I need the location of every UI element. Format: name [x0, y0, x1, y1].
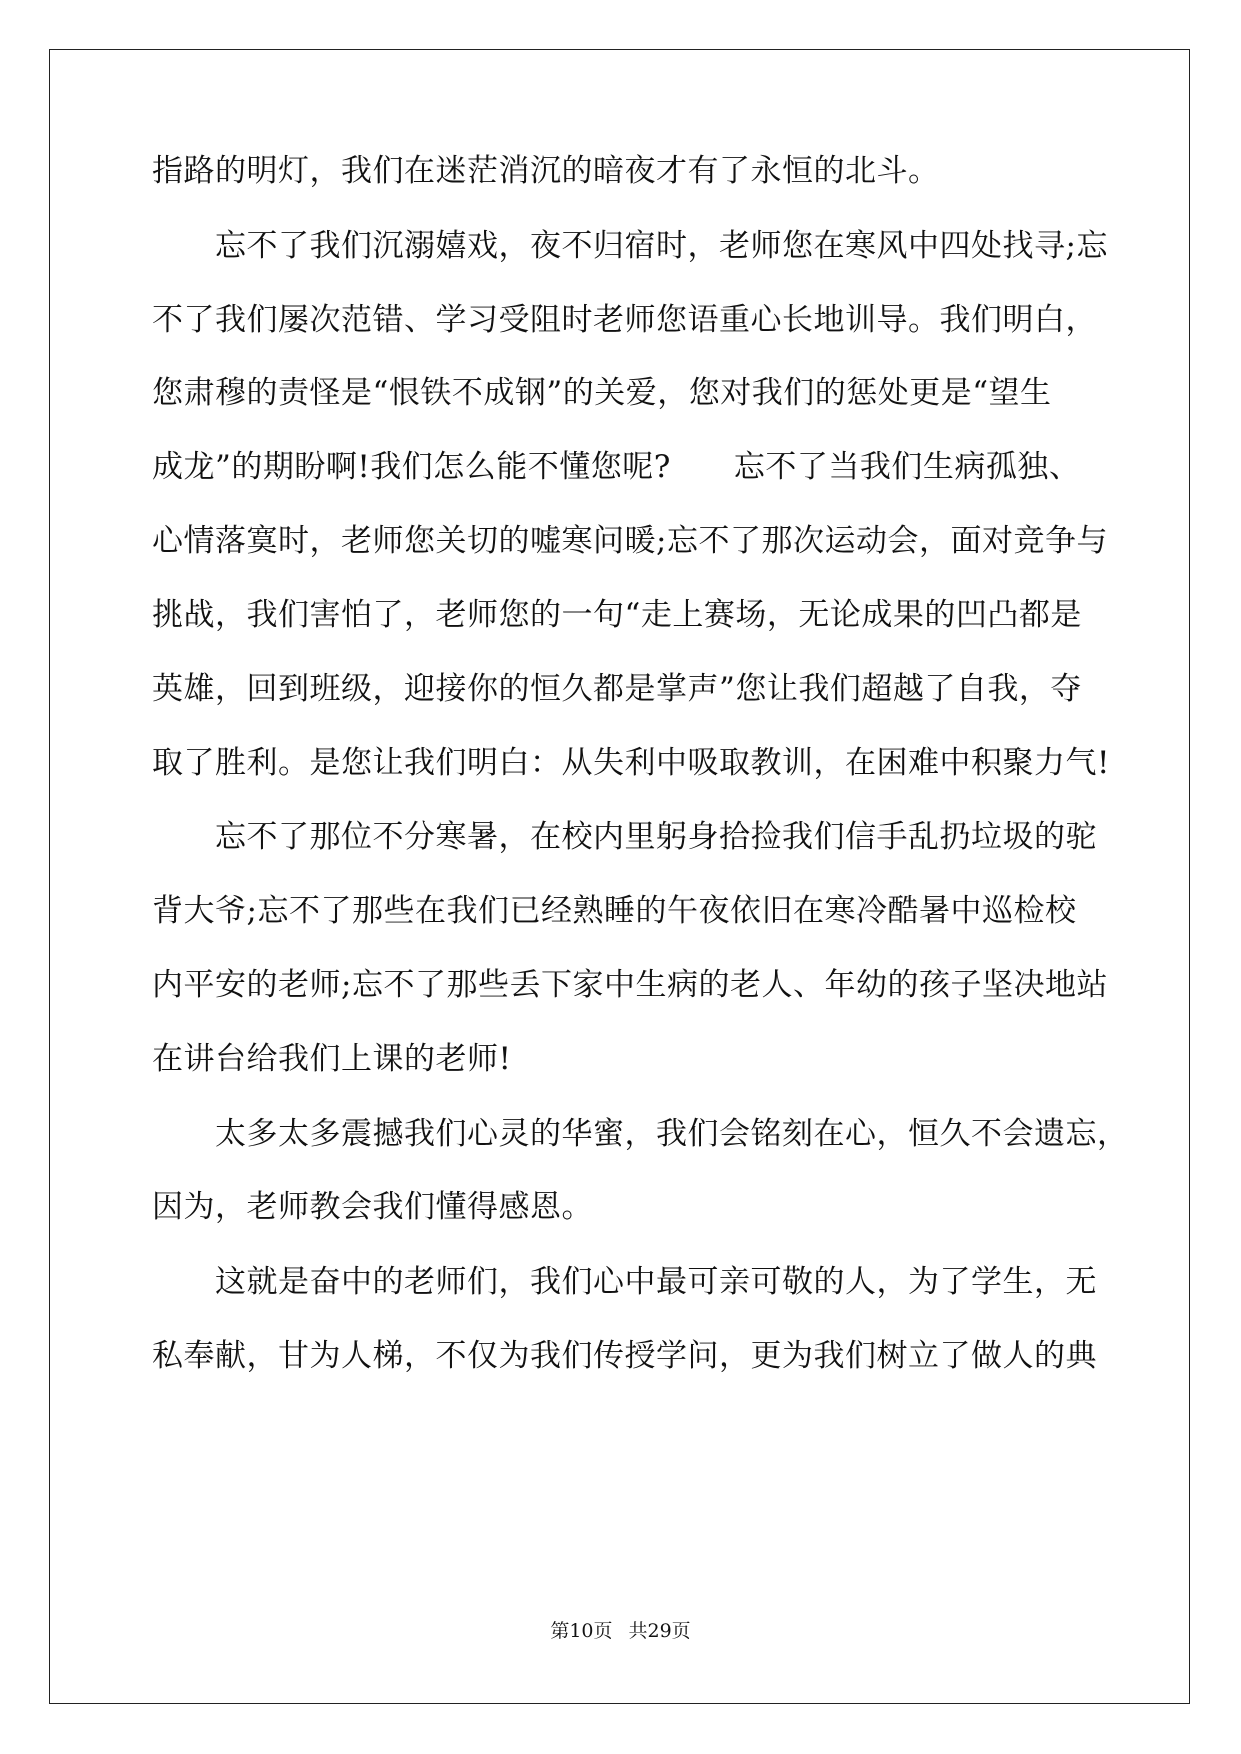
text-line: 成龙”的期盼啊!我们怎么能不懂您呢? 忘不了当我们生病孤独、 — [152, 449, 1081, 485]
text-line: 忘不了我们沉溺嬉戏，夜不归宿时，老师您在寒风中四处找寻;忘 — [152, 228, 1108, 264]
text-line: 取了胜利。是您让我们明白：从失利中吸取教训，在困难中积聚力气! — [152, 745, 1110, 781]
text-line: 因为，老师教会我们懂得感恩。 — [152, 1189, 593, 1225]
text-line: 不了我们屡次范错、学习受阻时老师您语重心长地训导。我们明白， — [152, 302, 1097, 338]
text-line: 背大爷;忘不了那些在我们已经熟睡的午夜依旧在寒冷酷暑中巡检校 — [152, 893, 1077, 929]
text-line: 内平安的老师;忘不了那些丢下家中生病的老人、年幼的孩子坚决地站 — [152, 967, 1108, 1003]
text-line: 指路的明灯，我们在迷茫消沉的暗夜才有了永恒的北斗。 — [152, 153, 940, 189]
text-line: 挑战，我们害怕了，老师您的一句“走上赛场，无论成果的凹凸都是 — [152, 597, 1082, 633]
current-page-number: 第10页 — [550, 1620, 613, 1642]
text-line: 这就是奋中的老师们，我们心中最可亲可敬的人，为了学生，无 — [152, 1264, 1097, 1300]
text-line: 英雄，回到班级，迎接你的恒久都是掌声”您让我们超越了自我，夺 — [152, 671, 1082, 707]
text-line: 您肃穆的责怪是“恨铁不成钢”的关爱，您对我们的惩处更是“望生 — [152, 375, 1052, 411]
total-pages: 共29页 — [628, 1620, 691, 1642]
text-line: 心情落寞时，老师您关切的嘘寒问暖;忘不了那次运动会，面对竞争与 — [152, 523, 1108, 559]
text-line: 太多太多震撼我们心灵的华蜜，我们会铭刻在心，恒久不会遗忘， — [152, 1116, 1129, 1152]
text-line: 私奉献，甘为人梯，不仅为我们传授学问，更为我们树立了做人的典 — [152, 1338, 1097, 1374]
page-footer — [0, 1617, 1241, 1645]
text-line: 在讲台给我们上课的老师! — [152, 1041, 512, 1077]
text-line: 忘不了那位不分寒暑，在校内里躬身拾捡我们信手乱扔垃圾的驼 — [152, 819, 1097, 855]
